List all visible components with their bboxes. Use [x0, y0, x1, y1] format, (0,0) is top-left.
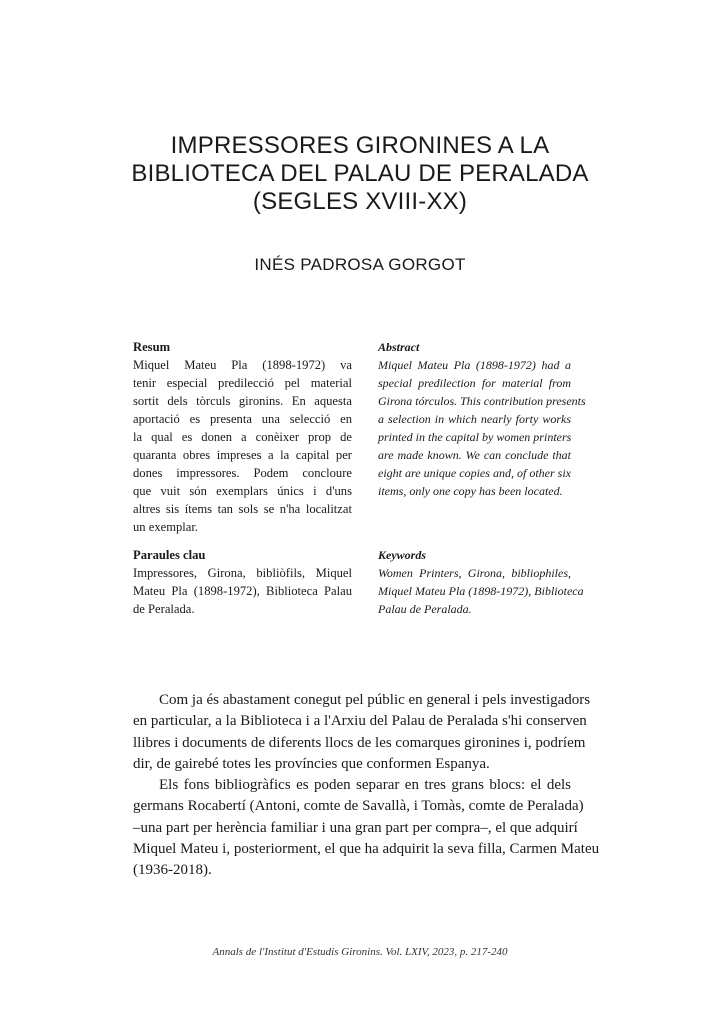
- body-line: llibres i documents de diferents llocs de les comarques gironines i, podríem: [133, 734, 586, 751]
- resum-line: quaranta obres impreses a la capital per: [133, 448, 352, 462]
- body-line: en particular, a la Biblioteca i a l'Arxiu del Palau de Peralada s'hi conserven: [133, 713, 587, 730]
- resum-text: [133, 356, 352, 536]
- paragraph-2: [133, 775, 600, 881]
- abstract-heading: Abstract: [378, 340, 420, 354]
- abstract-line: eight are unique copies and, of other six: [378, 466, 571, 480]
- resum-line: tenir especial predilecció pel material: [133, 376, 352, 390]
- body-line: –una part per herència familiar i una gran part per compra–, el que adquirí: [133, 819, 578, 836]
- body-line: (1936-2018).: [133, 862, 212, 879]
- keywords-line: Miquel Mateu Pla (1898-1972), Biblioteca: [378, 584, 584, 598]
- resum-line: aportació es presenta una selecció en: [133, 412, 352, 426]
- keywords-text: [378, 564, 584, 618]
- paraules-clau-line: Impressores, Girona, bibliòfils, Miquel: [133, 566, 352, 580]
- abstract-line: a selection in which nearly forty works: [378, 412, 571, 426]
- resum-line: sortit dels tòrculs gironins. En aquesta: [133, 394, 352, 408]
- abstract-line: Girona tórculos. This contribution presents: [378, 394, 586, 408]
- abstract-line: are made known. We can conclude that: [378, 448, 571, 462]
- abstract-section: [378, 338, 586, 500]
- body-line: germans Rocabertí (Antoni, comte de Savallà, i Tomàs, comte de Peralada): [133, 798, 584, 815]
- body-line: Com ja és abastament conegut pel públic en general i pels investigadors: [159, 692, 591, 708]
- keywords-line: Women Printers, Girona, bibliophiles,: [378, 566, 571, 580]
- keywords-line: Palau de Peralada.: [378, 602, 472, 616]
- body-line: dir, de gairebé totes les províncies que conformen Espanya.: [133, 755, 490, 772]
- author-name: INÉS PADROSA GORGOT: [254, 255, 466, 274]
- body-line: Miquel Mateu i, posteriorment, el que ha adquirit la seva filla, Carmen Mateu: [133, 841, 600, 858]
- journal-footer: Annals de l'Institut d'Estudis Gironins. Vol. LXIV, 2023, p. 217-240: [212, 946, 508, 958]
- title-line: BIBLIOTECA DEL PALAU DE PERALADA: [131, 160, 589, 187]
- keywords-heading: Keywords: [378, 548, 426, 562]
- title-line: IMPRESSORES GIRONINES A LA: [170, 132, 550, 159]
- resum-section: [133, 338, 352, 536]
- resum-heading: Resum: [133, 340, 171, 354]
- paraules-clau-text: [133, 564, 352, 618]
- paraules-clau-section: [133, 546, 352, 618]
- body-line: Els fons bibliogràfics es poden separar en tres grans blocs: el dels: [159, 777, 571, 794]
- resum-line: que vuit són exemplars únics i d'uns: [133, 484, 352, 498]
- resum-line: dones impressores. Podem concloure: [133, 466, 352, 480]
- paraules-clau-line: Mateu Pla (1898-1972), Biblioteca Palau: [133, 584, 352, 598]
- resum-line: altres sis ítems tan sols se n'ha localitzat: [133, 502, 352, 516]
- paragraph-1: [133, 690, 591, 775]
- abstract-line: items, only one copy has been located.: [378, 484, 563, 498]
- abstract-line: printed in the capital by women printers: [378, 430, 572, 444]
- title-line: (SEGLES XVIII-XX): [252, 188, 468, 215]
- resum-line: la qual es donen a conèixer prop de: [133, 430, 352, 444]
- abstract-line: special predilection for material from: [378, 376, 571, 390]
- resum-line: Miquel Mateu Pla (1898-1972) va: [133, 358, 352, 372]
- body-text: [133, 690, 600, 882]
- resum-line: un exemplar.: [133, 520, 199, 534]
- article-title: [100, 132, 620, 216]
- keywords-section: [378, 546, 584, 618]
- paraules-clau-heading: Paraules clau: [133, 548, 206, 562]
- paraules-clau-line: de Peralada.: [133, 602, 195, 616]
- abstract-line: Miquel Mateu Pla (1898-1972) had a: [378, 358, 571, 372]
- abstract-text: [378, 356, 586, 500]
